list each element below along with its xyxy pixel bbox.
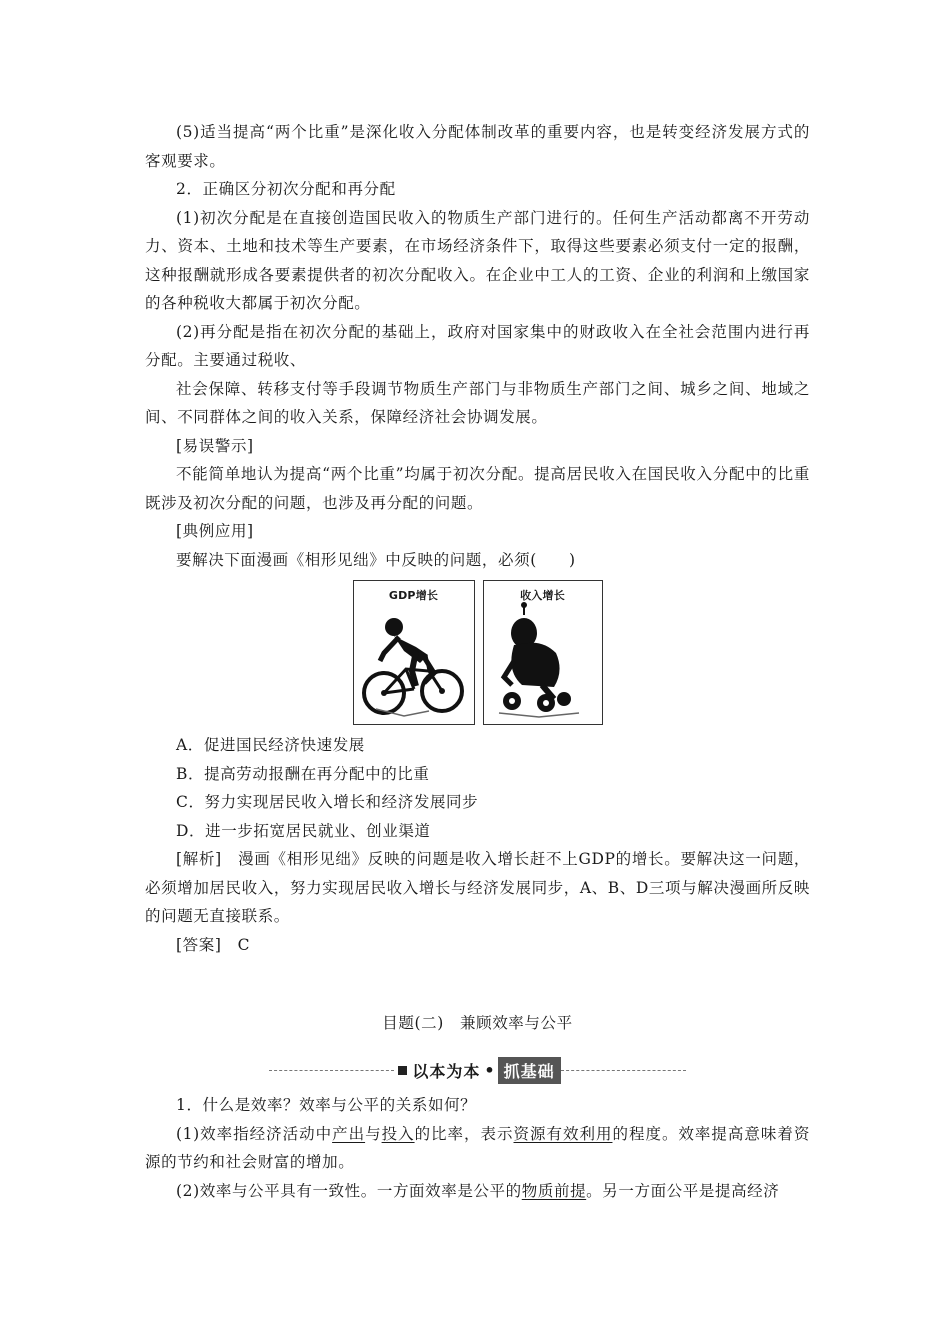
cartoon-panel-income	[483, 580, 603, 725]
panel-label-income: 收入增长	[520, 589, 565, 602]
paragraph-redistribution-cont: 社会保障、转移支付等手段调节物质生产部门与非物质生产部门之间、城乡之间、地域之间、不同群体之间的收入关系，保障经济社会协调发展。	[145, 379, 810, 426]
label-warning: [易误警示]	[176, 436, 254, 455]
banner-right-rule	[561, 1070, 686, 1071]
spacer	[145, 1033, 810, 1055]
text-segment: 的比率，表示	[414, 1124, 514, 1143]
paragraph-two-ratios: (5)适当提高“两个比重”是深化收入分配体制改革的重要内容，也是转变经济发展方式的客观要求。	[145, 123, 810, 170]
cyclist-illustration	[354, 581, 474, 724]
section-title: 目题(二) 兼顾效率与公平	[382, 1014, 573, 1032]
blank-answer: 投入	[381, 1124, 415, 1143]
heading-distinguish: 2．正确区分初次分配和再分配	[176, 180, 396, 198]
cartoon-figure	[145, 580, 810, 725]
blank-answer: 产出	[332, 1124, 366, 1143]
text-segment: 。另一方面公平是提高经济	[586, 1181, 780, 1200]
banner-left-rule	[269, 1070, 394, 1071]
spacer	[145, 959, 810, 1011]
paragraph-efficiency-definition	[145, 1120, 810, 1177]
blank-answer: 资源有效利用	[513, 1124, 613, 1143]
option-c: C．努力实现居民收入增长和经济发展同步	[176, 793, 479, 811]
banner-left-text: 以本为本	[412, 1061, 481, 1081]
question-efficiency: 1．什么是效率？效率与公平的关系如何？	[176, 1096, 477, 1114]
panel-label-gdp: GDP增长	[388, 589, 439, 602]
blank-answer: 物质前提	[521, 1181, 587, 1200]
option-a: A．促进国民经济快速发展	[176, 736, 365, 754]
banner-dot: •	[484, 1060, 496, 1080]
paragraph-efficiency-fairness	[145, 1177, 810, 1206]
paragraph-redistribution: (2)再分配是指在初次分配的基础上，政府对国家集中的财政收入在全社会范围内进行再分配。主要通过税收、	[145, 322, 810, 369]
text-segment: (1)效率指经济活动中	[176, 1124, 333, 1143]
option-b: B．提高劳动报酬在再分配中的比重	[176, 764, 430, 783]
text-segment: 与	[365, 1124, 382, 1143]
page-content	[145, 118, 810, 1205]
tricycle-illustration	[484, 581, 602, 724]
label-example: [典例应用]	[176, 522, 254, 540]
cartoon-panel-gdp	[353, 580, 475, 725]
banner-box-text: 抓基础	[498, 1057, 561, 1084]
text-segment: (2)效率与公平具有一致性。一方面效率是公平的	[176, 1181, 522, 1200]
option-d: D．进一步拓宽居民就业、创业渠道	[176, 821, 431, 840]
answer: [答案] C	[176, 935, 251, 954]
section-banner	[145, 1055, 810, 1085]
paragraph-primary-distribution: (1)初次分配是在直接创造国民收入的物质生产部门进行的。任何生产活动都离不开劳动力、资本、土地和技术等生产要素，在市场经济条件下，取得这些要素必须支付一定的报酬，这种报酬就形成各要素提供者的初次分配收入。在企业中工人的工资、企业的利润和上缴国家的各种税收大都属于初次分配。	[145, 208, 810, 312]
question-stem: 要解决下面漫画《相形见绌》中反映的问题，必须( )	[176, 550, 576, 569]
text-segment: 的程度。效率提高意味着资源的节约和社会财富的增加。	[145, 1124, 810, 1171]
square-bullet-icon	[398, 1066, 407, 1075]
paragraph-warning: 不能简单地认为提高“两个比重”均属于初次分配。提高居民收入在国民收入分配中的比重既涉及初次分配的问题，也涉及再分配的问题。	[145, 465, 810, 512]
analysis: [解析] 漫画《相形见绌》反映的问题是收入增长赶不上GDP的增长。要解决这一问题，必须增加居民收入，努力实现居民收入增长与经济发展同步，A、B、D三项与解决漫画所反映的问题无直接联系。	[145, 850, 810, 925]
